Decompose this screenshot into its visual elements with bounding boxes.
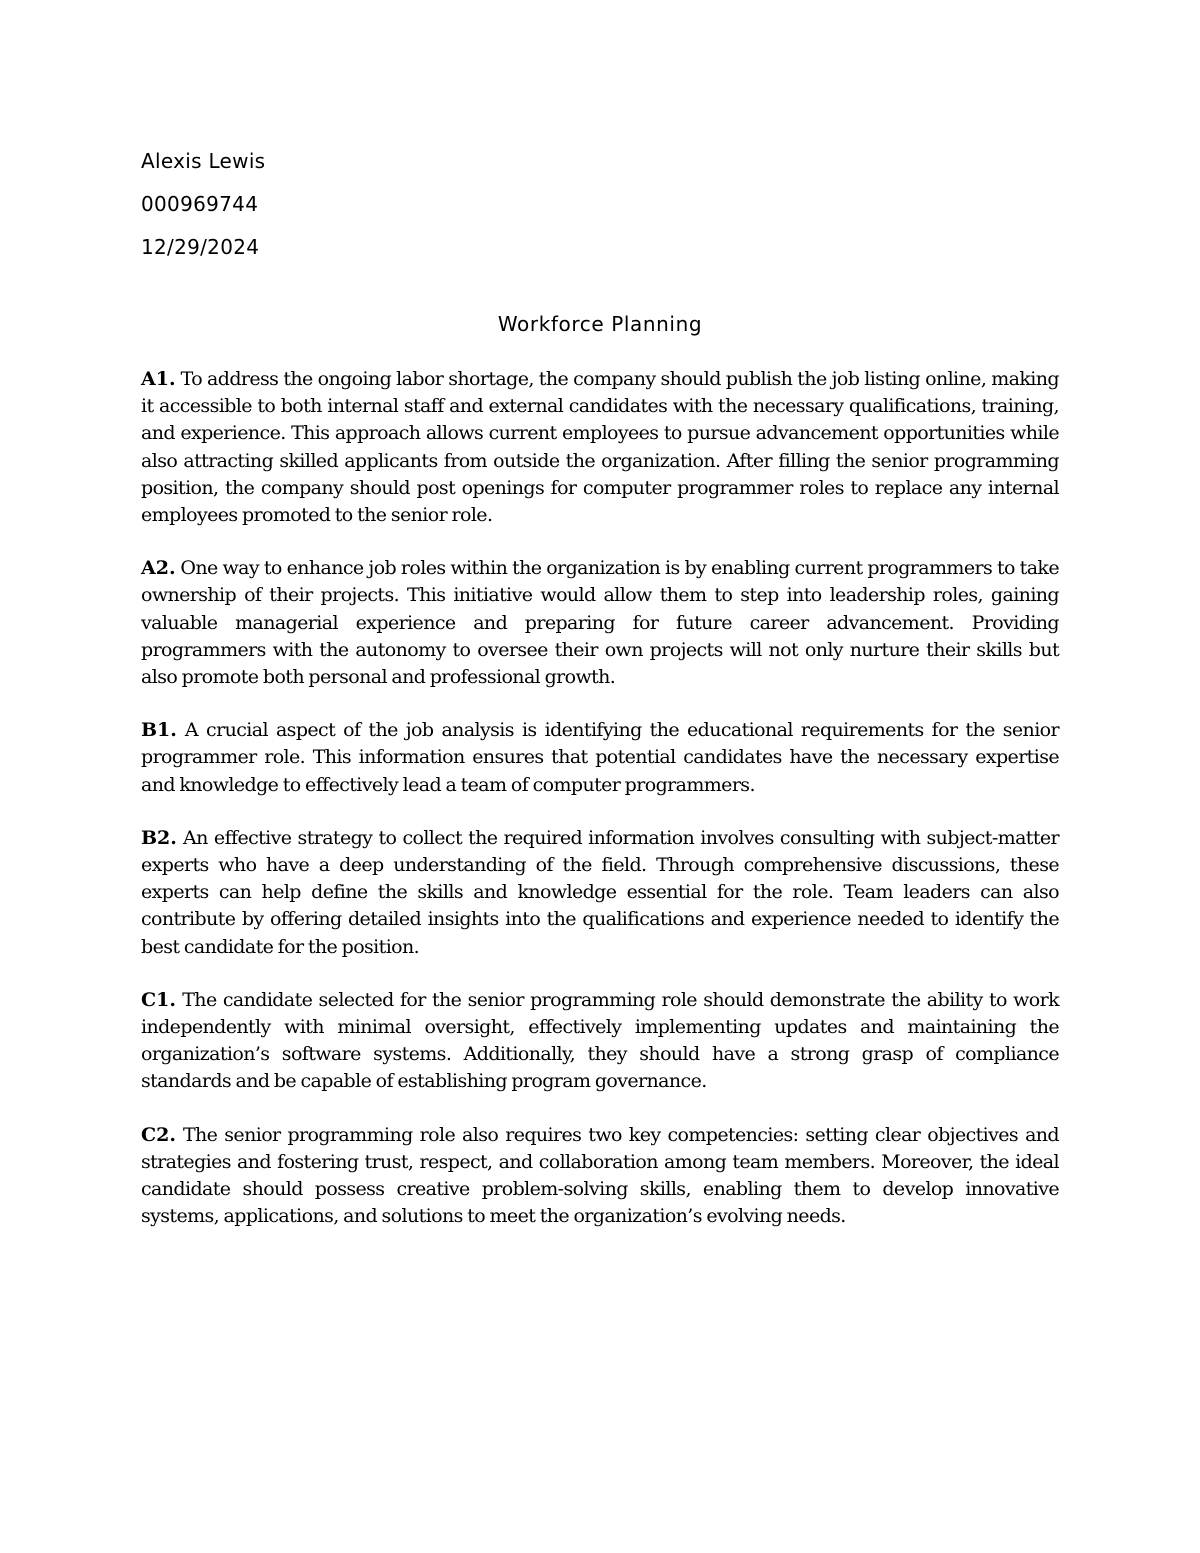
paragraph-text: The candidate selected for the senior programming role should demonstrate the ability to work independently with minimal oversight, effectively implementing updates and maintaining the organization’s software systems. Additionally, they should have a strong grasp of compliance standards and be capable of establishing program governance. xyxy=(141,988,1059,1093)
paragraph-label: C2. xyxy=(141,1123,176,1146)
document-date: 12/29/2024 xyxy=(141,235,260,259)
student-id: 000969744 xyxy=(141,192,259,216)
author-header xyxy=(141,140,265,269)
paragraph-text: One way to enhance job roles within the organization is by enabling current programmers to take ownership of their projects. This initiative would allow them to step into leadership roles, gaining valuable managerial experience and preparing for future career advancement. Providing programmers with the autonomy to oversee their own projects will not only nurture their skills but also promote both personal and professional growth. xyxy=(141,557,1059,689)
paragraph-text: An effective strategy to collect the required information involves consulting with subject-matter experts who have a deep understanding of the field. Through comprehensive discussions, these experts can help define the skills and knowledge essential for the role. Team leaders can also contribute by offering detailed insights into the qualifications and experience needed to identify the best candidate for the position. xyxy=(141,826,1059,958)
paragraph-label: B1. xyxy=(141,719,177,742)
paragraph-b2 xyxy=(141,825,1059,961)
author-name: Alexis Lewis xyxy=(141,149,266,173)
paragraph-a1 xyxy=(141,366,1059,529)
paragraph-label: A2. xyxy=(141,557,176,580)
document-title: Workforce Planning xyxy=(497,312,703,336)
document-body xyxy=(141,366,1059,1256)
paragraph-label: B2. xyxy=(141,826,177,849)
paragraph-c2 xyxy=(141,1122,1059,1231)
paragraph-b1 xyxy=(141,717,1059,799)
paragraph-text: A crucial aspect of the job analysis is identifying the educational requirements for the senior programmer role. This information ensures that potential candidates have the necessary expertise and knowledge to effectively lead a team of computer programmers. xyxy=(141,719,1059,796)
paragraph-a2 xyxy=(141,555,1059,691)
paragraph-label: A1. xyxy=(141,368,176,390)
paragraph-label: C1. xyxy=(141,988,176,1011)
paragraph-text: The senior programming role also requires two key competencies: setting clear objectives and strategies and fostering trust, respect, and collaboration among team members. Moreover, the ideal candidate should possess creative problem-solving skills, enabling them to develop innovative systems, applications, and solutions to meet the organization’s evolving needs. xyxy=(141,1123,1059,1228)
paragraph-c1 xyxy=(141,987,1059,1096)
paragraph-text: To address the ongoing labor shortage, the company should publish the job listing online, making it accessible to both internal staff and external candidates with the necessary qualifications, training, and experience. This approach allows current employees to pursue advancement opportunities while also attracting skilled applicants from outside the organization. After filling the senior programming position, the company should post openings for computer programmer roles to replace any internal employees promoted to the senior role. xyxy=(141,368,1059,527)
